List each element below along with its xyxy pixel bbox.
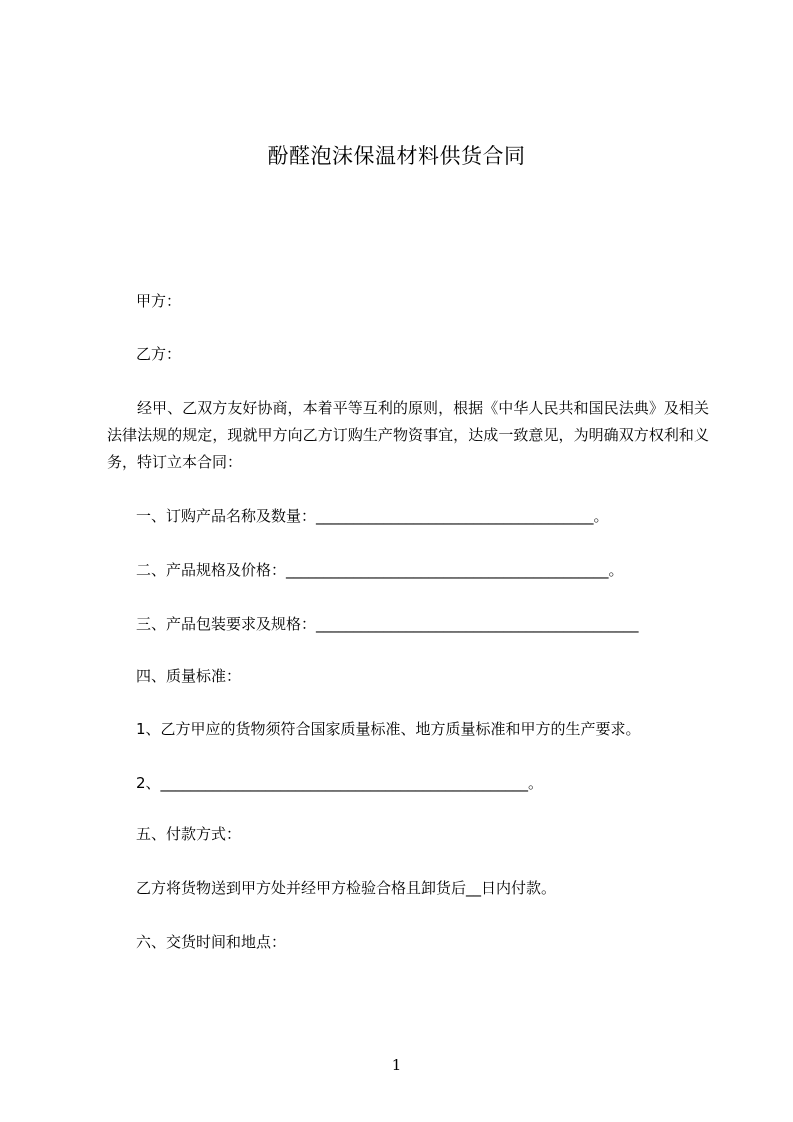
- party-b-label: 乙方：: [136, 345, 182, 363]
- party-a-label: 甲方：: [136, 292, 182, 310]
- contract-title: 酚醛泡沫保温材料供货合同: [267, 144, 526, 168]
- clause-quality-item-1: 1、乙方甲应的货物须符合国家质量标准、地方质量标准和甲方的生产要求。: [136, 720, 641, 738]
- clause-product-name-quantity: 一、订购产品名称及数量：_____________________________________。: [136, 507, 609, 525]
- clause-quality-item-2: 2、_________________________________________________。: [136, 774, 544, 792]
- clause-quality-standard: 四、质量标准：: [136, 667, 242, 685]
- clause-packaging: 三、产品包装要求及规格：___________________________________________: [136, 615, 639, 633]
- clause-payment-method: 五、付款方式：: [136, 825, 242, 843]
- clause-spec-price: 二、产品规格及价格：___________________________________________。: [136, 561, 624, 579]
- clause-payment-terms: 乙方将货物送到甲方处并经甲方检验合格且卸货后__日内付款。: [136, 879, 557, 897]
- preamble-paragraph: 经甲、乙双方友好协商，本着平等互利的原则，根据《中华人民共和国民法典》及相关法律法规的规定，现就甲方向乙方订购生产物资事宜，达成一致意见，为明确双方权利和义务，特订立本合同：: [107, 399, 709, 471]
- page-number: 1: [391, 1056, 402, 1074]
- clause-delivery-time-place: 六、交货时间和地点：: [136, 933, 287, 951]
